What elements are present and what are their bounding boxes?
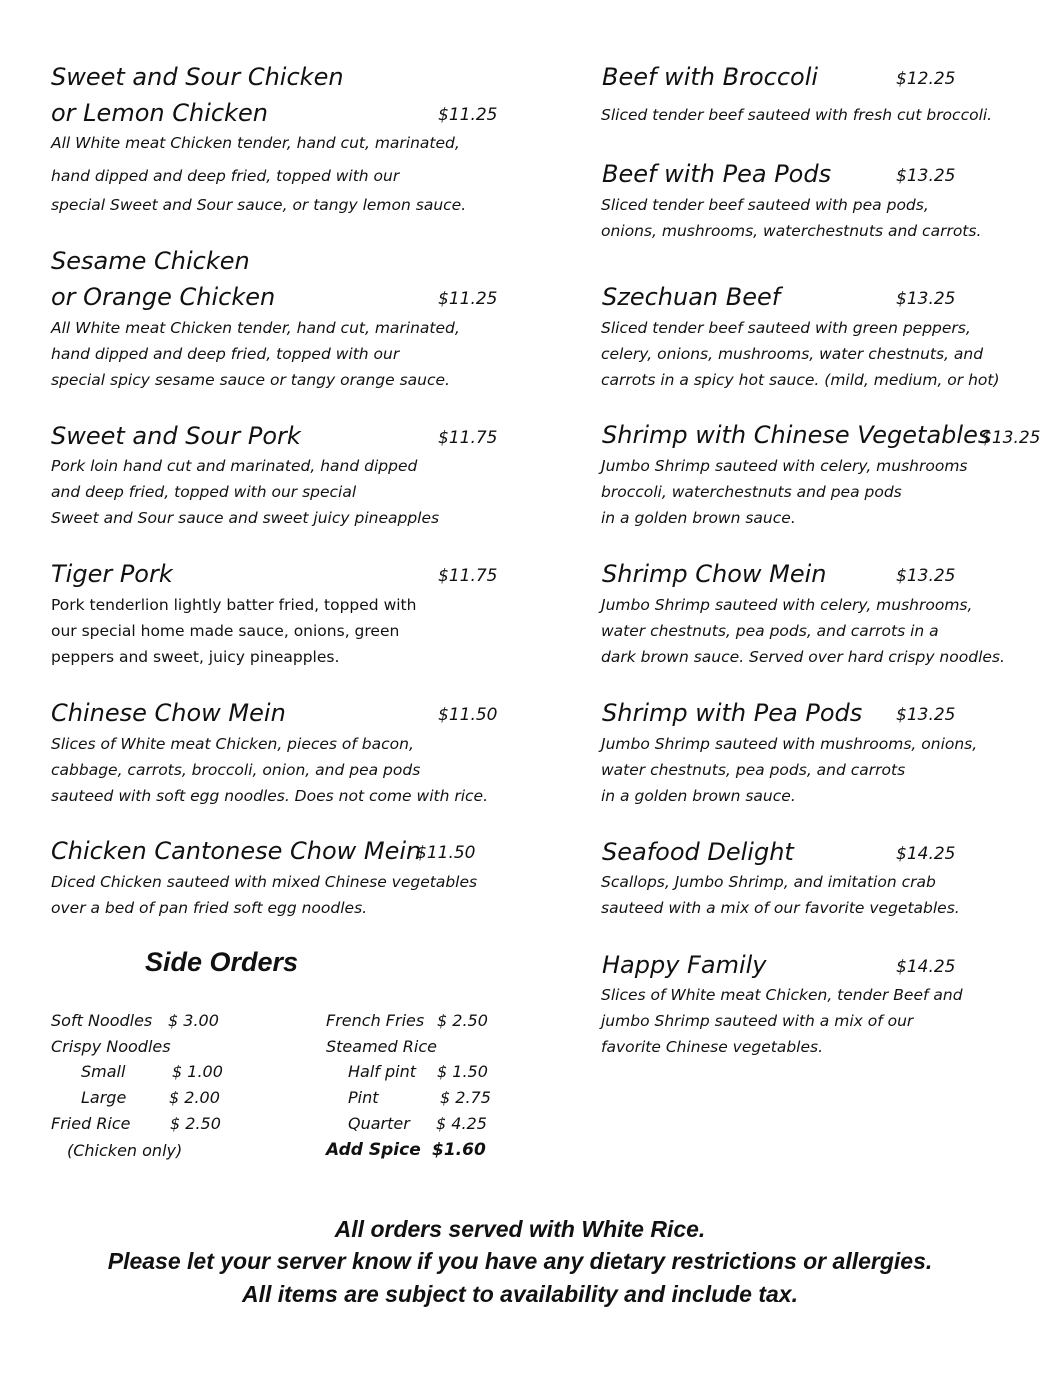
side-item-label: Crispy Noodles (51, 1037, 171, 1056)
item-price: $12.25 (896, 69, 956, 89)
desc-line: in a golden brown sauce. (601, 787, 796, 805)
item-description (601, 453, 968, 531)
item-name: Sweet and Sour Chicken (51, 63, 344, 91)
item-name: Happy Family (602, 951, 767, 979)
side-item-label: Quarter (348, 1114, 410, 1133)
side-item-label: Fried Rice (51, 1114, 131, 1133)
item-price: $11.75 (438, 428, 498, 448)
desc-line: All White meat Chicken tender, hand cut, marinated, (51, 319, 460, 337)
desc-line: special spicy sesame sauce or tangy orange sauce. (51, 371, 450, 389)
item-name: Shrimp with Pea Pods (602, 699, 863, 727)
desc-line: our special home made sauce, onions, green (51, 622, 400, 640)
item-name: Shrimp Chow Mein (602, 560, 827, 588)
desc-line: water chestnuts, pea pods, and carrots in a (601, 622, 939, 640)
desc-line: favorite Chinese vegetables. (601, 1038, 824, 1056)
item-price: $11.50 (438, 705, 498, 725)
desc-line: Sliced tender beef sauteed with pea pods, (601, 196, 929, 214)
side-item-price: $ 3.00 (168, 1011, 219, 1030)
item-price: $14.25 (896, 957, 956, 977)
item-description (601, 102, 992, 128)
item-price: $13.25 (896, 705, 956, 725)
item-description (51, 592, 416, 670)
item-description (601, 592, 1005, 670)
side-item-label: Pint (348, 1088, 379, 1107)
item-description (51, 130, 466, 218)
item-price: $13.25 (896, 166, 956, 186)
item-description (601, 731, 977, 809)
desc-line: peppers and sweet, juicy pineapples. (51, 648, 340, 666)
item-name: Chinese Chow Mein (51, 699, 286, 727)
side-item-label: Half pint (348, 1062, 417, 1081)
desc-line: Sliced tender beef sauteed with fresh cut broccoli. (601, 106, 993, 124)
item-description (51, 869, 477, 921)
side-orders-title: Side Orders (145, 947, 299, 977)
item-price: $13.25 (981, 428, 1041, 448)
desc-line: Jumbo Shrimp sauteed with celery, mushrooms, (601, 596, 973, 614)
desc-line: special Sweet and Sour sauce, or tangy lemon sauce. (51, 196, 467, 214)
side-item-price: $ 2.75 (440, 1088, 491, 1107)
desc-line: Slices of White meat Chicken, tender Beef and (601, 986, 963, 1004)
side-item-note: (Chicken only) (67, 1141, 183, 1160)
desc-line: dark brown sauce. Served over hard crispy noodles. (601, 648, 1005, 666)
item-name: Sweet and Sour Pork (51, 422, 301, 450)
item-price: $13.25 (896, 289, 956, 309)
desc-line: Sliced tender beef sauteed with green peppers, (601, 319, 971, 337)
side-item-price: $ 2.50 (170, 1114, 221, 1133)
side-item-label: Small (81, 1062, 126, 1081)
desc-line: celery, onions, mushrooms, water chestnuts, and (601, 345, 984, 363)
side-item-price: $ 1.00 (172, 1062, 223, 1081)
item-name: Szechuan Beef (602, 283, 781, 311)
desc-line: hand dipped and deep fried, topped with our (51, 167, 400, 185)
desc-line: broccoli, waterchestnuts and pea pods (601, 483, 902, 501)
item-description (51, 315, 460, 393)
footer-note: All items are subject to availability and include tax. (241, 1281, 798, 1307)
footer-note: Please let your server know if you have any dietary restrictions or allergies. (107, 1248, 933, 1274)
item-price: $11.75 (438, 566, 498, 586)
side-item-price: $ 2.00 (169, 1088, 220, 1107)
item-description (601, 315, 1000, 393)
desc-line: Diced Chicken sauteed with mixed Chinese vegetables (51, 873, 478, 891)
desc-line: hand dipped and deep fried, topped with our (51, 345, 400, 363)
desc-line: and deep fried, topped with our special (51, 483, 357, 501)
desc-line: sauteed with soft egg noodles. Does not come with rice. (51, 787, 488, 805)
side-item-price: $ 4.25 (436, 1114, 487, 1133)
item-name: Shrimp with Chinese Vegetables (602, 421, 991, 449)
desc-line: Jumbo Shrimp sauteed with mushrooms, onions, (601, 735, 978, 753)
desc-line: carrots in a spicy hot sauce. (mild, medium, or hot) (601, 371, 1000, 389)
desc-line: jumbo Shrimp sauteed with a mix of our (601, 1012, 914, 1030)
item-name: Beef with Pea Pods (602, 160, 832, 188)
side-item-label: Add Spice (326, 1140, 421, 1160)
item-description (601, 982, 963, 1060)
item-name: Seafood Delight (602, 838, 794, 866)
item-price: $11.25 (438, 105, 498, 125)
desc-line: Slices of White meat Chicken, pieces of bacon, (51, 735, 414, 753)
desc-line: cabbage, carrots, broccoli, onion, and pea pods (51, 761, 421, 779)
item-name: Beef with Broccoli (602, 63, 819, 91)
desc-line: Pork tenderlion lightly batter fried, topped with (51, 596, 417, 614)
desc-line: Scallops, Jumbo Shrimp, and imitation crab (601, 873, 936, 891)
item-price: $11.25 (438, 289, 498, 309)
desc-line: onions, mushrooms, waterchestnuts and carrots. (601, 222, 982, 240)
item-name: Sesame Chicken (51, 247, 250, 275)
desc-line: Pork loin hand cut and marinated, hand dipped (51, 457, 418, 475)
item-description (601, 192, 981, 244)
item-name: Chicken Cantonese Chow Mein (51, 837, 422, 865)
side-item-label: Steamed Rice (326, 1037, 437, 1056)
item-description (51, 731, 488, 809)
item-name: Tiger Pork (51, 560, 173, 588)
item-price: $14.25 (896, 844, 956, 864)
item-price: $11.50 (416, 843, 476, 863)
side-item-price: $ 1.50 (437, 1062, 488, 1081)
side-item-label: Soft Noodles (51, 1011, 153, 1030)
item-price: $13.25 (896, 566, 956, 586)
side-item-price: $1.60 (432, 1140, 486, 1160)
item-name: or Orange Chicken (51, 283, 276, 311)
side-item-label: French Fries (326, 1011, 425, 1030)
side-item-price: $ 2.50 (437, 1011, 488, 1030)
desc-line: over a bed of pan fried soft egg noodles. (51, 899, 368, 917)
desc-line: in a golden brown sauce. (601, 509, 796, 527)
item-name: or Lemon Chicken (51, 99, 268, 127)
side-item-label: Large (81, 1088, 127, 1107)
desc-line: Sweet and Sour sauce and sweet juicy pineapples (51, 509, 440, 527)
desc-line: Jumbo Shrimp sauteed with celery, mushrooms (601, 457, 968, 475)
desc-line: All White meat Chicken tender, hand cut, marinated, (51, 134, 460, 152)
footer-note: All orders served with White Rice. (334, 1216, 706, 1242)
desc-line: sauteed with a mix of our favorite vegetables. (601, 899, 960, 917)
item-description (51, 453, 439, 531)
desc-line: water chestnuts, pea pods, and carrots (601, 761, 906, 779)
item-description (601, 869, 960, 921)
